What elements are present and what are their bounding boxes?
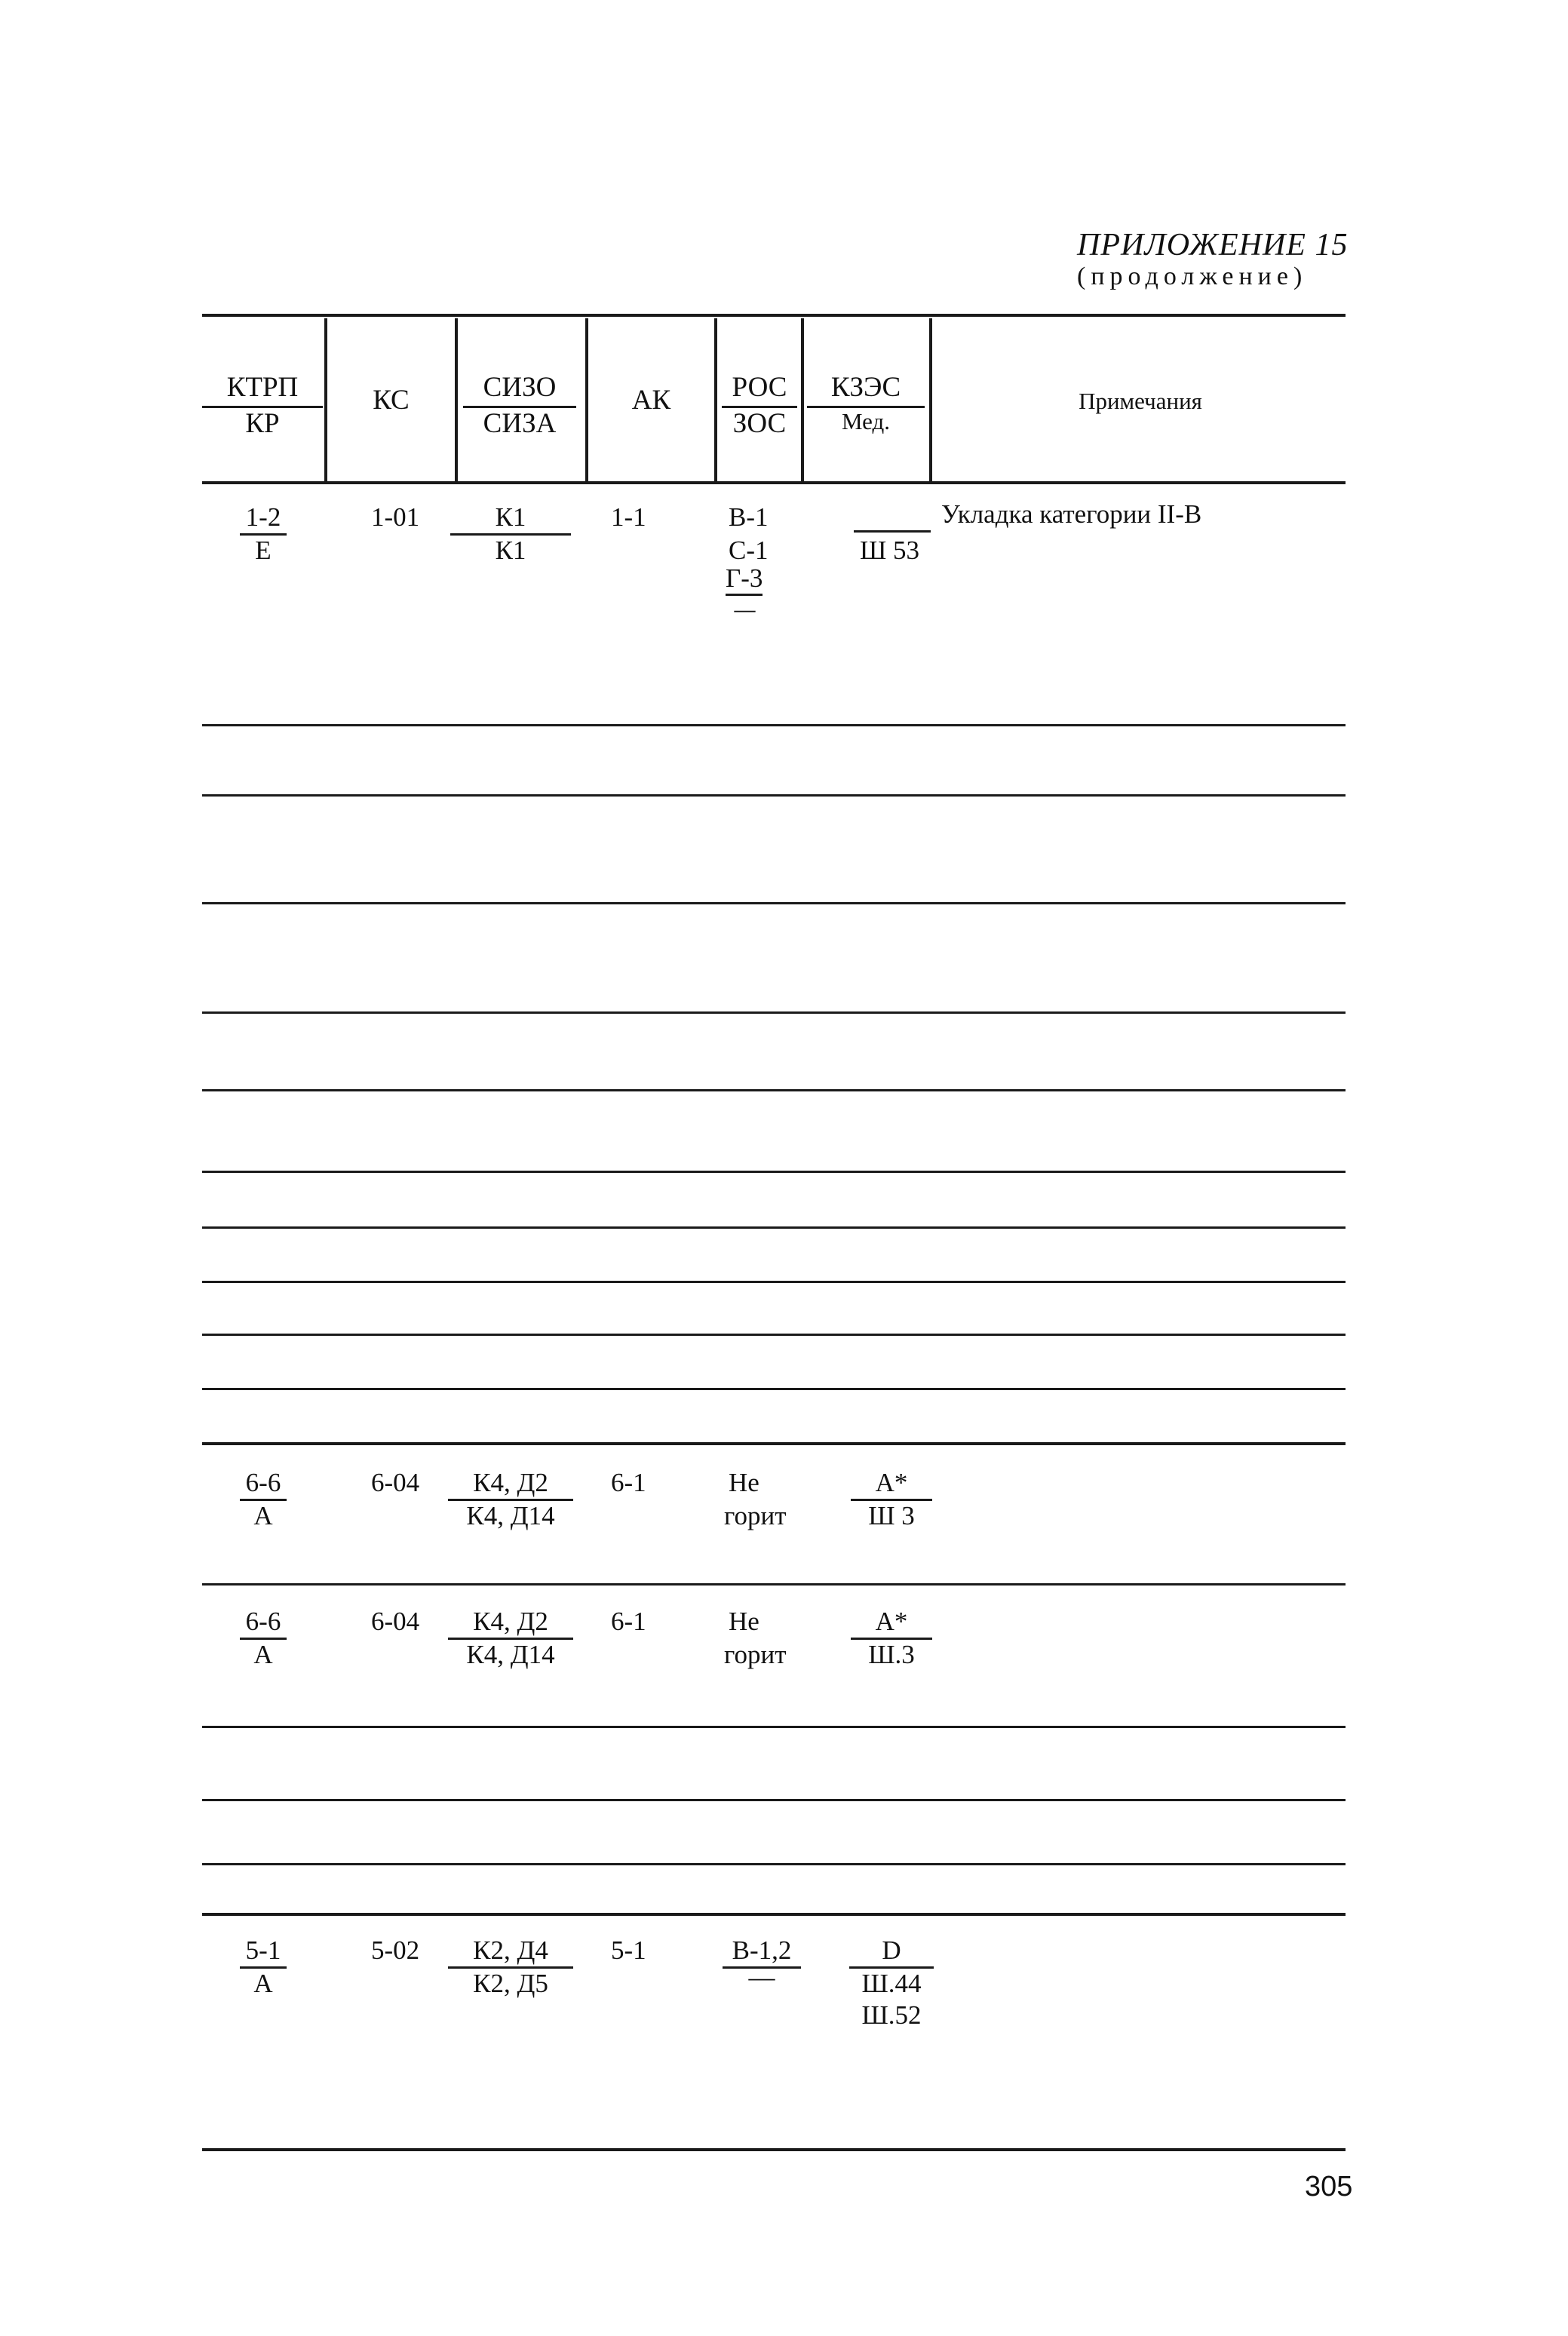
blank-rule (202, 1442, 1346, 1445)
header-ros-bottom: ЗОС (732, 408, 787, 439)
row2-sizo-top: К4, Д2 (448, 1469, 573, 1501)
col-divider (929, 318, 932, 481)
col-divider (455, 318, 458, 481)
blank-rule (202, 724, 1346, 726)
row3-sizo-top: К4, Д2 (448, 1608, 573, 1640)
page-number: 305 (1305, 2171, 1353, 2202)
row4-kzes-top: D (849, 1937, 934, 1969)
row3-kzes-top: А* (851, 1608, 932, 1640)
header-sizo-top: СИЗО (463, 373, 576, 408)
blank-rule (202, 1799, 1346, 1801)
row1-note: Укладка категории II-В (941, 499, 1202, 529)
header-ktrp-top: КТРП (202, 373, 323, 408)
row1-ros-bottom: — (734, 594, 756, 624)
row2-sizo-bottom: К4, Д14 (466, 1501, 555, 1530)
row1-ks: 1-01 (371, 502, 420, 532)
header-ks: КС (373, 385, 410, 416)
row4-sizo-bottom: К2, Д5 (473, 1969, 548, 1998)
row4-kzes-bottom-line2: Ш.52 (861, 2000, 922, 2030)
blank-rule (202, 1388, 1346, 1390)
blank-rule (202, 794, 1346, 797)
blank-rule (202, 1011, 1346, 1014)
row1-ktrp-bottom: Е (255, 536, 272, 565)
row2-ros-bottom: горит (724, 1501, 787, 1530)
table-top-rule (202, 314, 1346, 317)
row1-kzes-bottom: Ш 53 (860, 536, 920, 565)
blank-rule (202, 1863, 1346, 1865)
appendix-subtitle: (продолжение) (1077, 262, 1308, 290)
row1-kzes-rule (854, 530, 931, 533)
blank-rule (202, 1913, 1346, 1916)
row4-kzes-bottom-line1: Ш.44 (861, 1969, 922, 1998)
row1-sizo-top: К1 (450, 504, 571, 536)
blank-rule (202, 1089, 1346, 1091)
row4-ktrp-top: 5-1 (240, 1937, 287, 1969)
header-kzes-bottom: Мед. (841, 408, 891, 434)
row1-ros-line3: Г-3 (726, 565, 763, 596)
row3-ktrp-bottom: А (253, 1640, 273, 1669)
row2-ak: 6-1 (611, 1468, 646, 1497)
blank-rule (202, 1226, 1346, 1229)
header-ak: АК (631, 385, 671, 416)
row2-kzes-bottom: Ш 3 (868, 1501, 915, 1530)
blank-rule (202, 902, 1346, 904)
blank-rule (202, 1334, 1346, 1336)
row3-ks: 6-04 (371, 1607, 420, 1636)
row2-ktrp-top: 6-6 (240, 1469, 287, 1501)
col-divider (801, 318, 804, 481)
row3-ktrp-top: 6-6 (240, 1608, 287, 1640)
row4-ros-top: В-1,2 (723, 1937, 801, 1969)
appendix-title: ПРИЛОЖЕНИЕ 15 (1077, 228, 1349, 262)
header-ros-top: РОС (722, 373, 797, 408)
col-divider (714, 318, 717, 481)
row3-kzes-bottom: Ш.3 (868, 1640, 915, 1669)
row2-ktrp-bottom: А (253, 1501, 273, 1530)
blank-rule (202, 1281, 1346, 1283)
blank-rule (202, 1171, 1346, 1173)
row-rule (202, 1583, 1346, 1585)
header-sizo-bottom: СИЗА (483, 408, 557, 439)
row2-ks: 6-04 (371, 1468, 420, 1497)
row4-sizo-top: К2, Д4 (448, 1937, 573, 1969)
row1-ktrp-top: 1-2 (240, 504, 287, 536)
header-bottom-rule (202, 481, 1346, 484)
row4-ak: 5-1 (611, 1935, 646, 1965)
row1-ak: 1-1 (611, 502, 646, 532)
row1-sizo-bottom: К1 (495, 536, 526, 565)
blank-rule (202, 1726, 1346, 1728)
row1-ros-line1: В-1 (729, 502, 769, 532)
row4-ktrp-bottom: А (253, 1969, 273, 1998)
row1-ros-line2: С-1 (729, 536, 769, 565)
header-kzes-top: КЗЭС (807, 373, 925, 408)
row3-ros-bottom: горит (724, 1640, 787, 1669)
row3-ros-top: Не (729, 1607, 759, 1636)
row3-ak: 6-1 (611, 1607, 646, 1636)
header-notes: Примечания (1079, 388, 1202, 414)
header-ktrp-bottom: КР (245, 408, 280, 439)
table-bottom-rule (202, 2148, 1346, 2151)
row2-kzes-top: А* (851, 1469, 932, 1501)
row3-sizo-bottom: К4, Д14 (466, 1640, 555, 1669)
row4-ks: 5-02 (371, 1935, 420, 1965)
row2-ros-top: Не (729, 1468, 759, 1497)
row4-ros-bottom: — (748, 1963, 775, 1992)
